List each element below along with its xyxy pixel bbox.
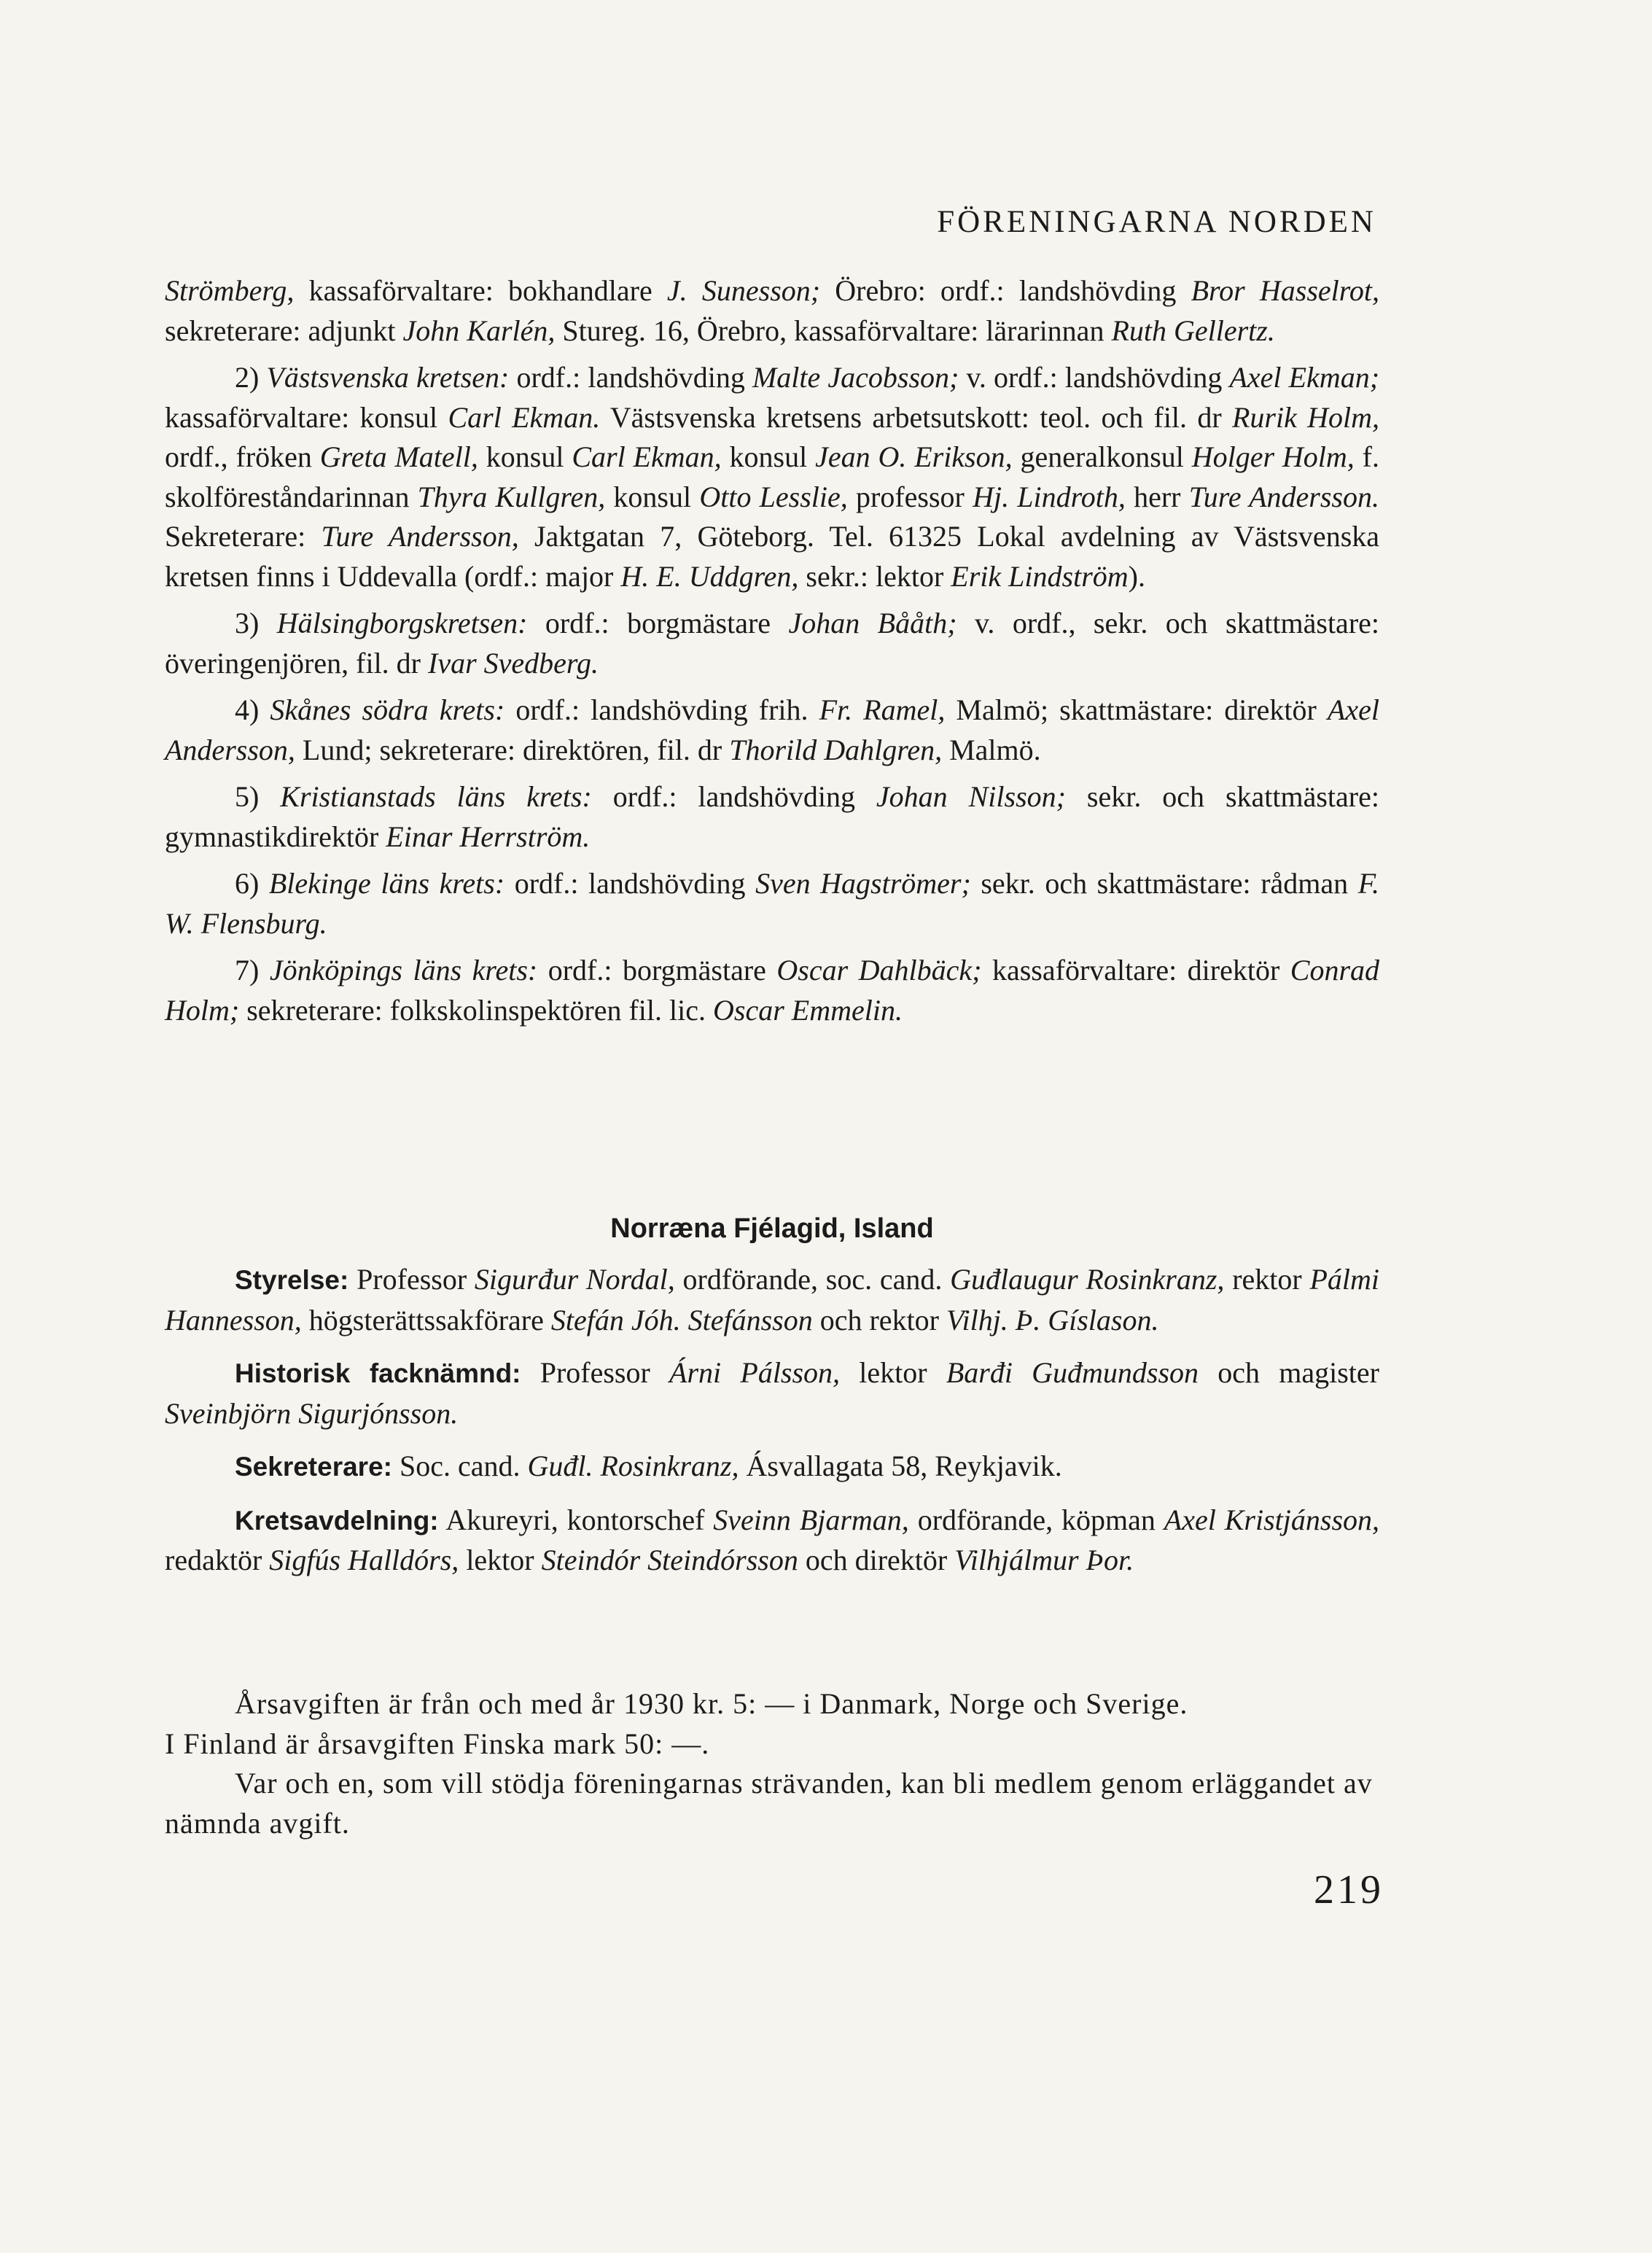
sweden-circles-section xyxy=(165,271,1379,1038)
paragraph-halsingborg: 3) Hälsingborgskretsen: ordf.: borgmästare Johan Bååth; v. ordf., sekr. och skattmästare: överingenjören, fil. dr Ivar Svedberg. xyxy=(165,607,1379,680)
membership-fee-section xyxy=(165,1684,1379,1843)
fee-line-1: Årsavgiften är från och med år 1930 kr. 5: — i Danmark, Norge och Sverige. xyxy=(235,1687,1188,1720)
iceland-section xyxy=(165,1260,1379,1594)
paragraph-jonkoping: 7) Jönköpings läns krets: ordf.: borgmästare Oscar Dahlbäck; kassaförvaltare: direktör Conrad Holm; sekreterare: folkskolinspektören fil. lic. Oscar Emmelin. xyxy=(165,954,1380,1027)
paragraph-kristianstad: 5) Kristianstads läns krets: ordf.: landshövding Johan Nilsson; sekr. och skattmästare: gymnastikdirektör Einar Herrström. xyxy=(165,780,1379,853)
paragraph-kretsavdelning: Kretsavdelning: Akureyri, kontorschef Sveinn Bjarman, ordförande, köpman Axel Kristjánsson, redaktör Sigfús Halldórs, lektor Steindór Steindórsson och direktör Vilhjálmur Þor. xyxy=(165,1503,1380,1576)
fee-line-3: Var och en, som vill stödja föreningarnas strävanden, kan bli medlem genom erläggandet av nämnda avgift. xyxy=(165,1767,1373,1840)
paragraph-historisk: Historisk facknämnd: Professor Árni Pálsson, lektor Barđi Guđmundsson och magister Sveinbjörn Sigurjónsson. xyxy=(165,1356,1379,1430)
paragraph-vastsvenska: 2) Västsvenska kretsen: ordf.: landshövding Malte Jacobsson; v. ordf.: landshövding Axel Ekman; kassaförvaltare: konsul Carl Ekman. Västsvenska kretsens arbetsutskott: teol. och fil. dr Rurik Holm, ordf., fröken Greta Matell, konsul Carl Ekman, konsul Jean O. Erikson, generalkonsul Holger Holm, f. skolföreståndarinnan Thyra Kullgren, konsul Otto Lesslie, professor Hj. Lindroth, herr Ture Andersson. Sekreterare: Ture Andersson, Jaktgatan 7, Göteborg. Tel. 61325 Lokal avdelning av Västsvenska kretsen finns i Uddevalla (ordf.: major H. E. Uddgren, sekr.: lektor Erik Lindström). xyxy=(165,361,1380,593)
paragraph-styrelse: Styrelse: Professor Sigurđur Nordal, ordförande, soc. cand. Guđlaugur Rosinkranz, rektor Pálmi Hannesson, högsterättssakförare Stefán Jóh. Stefánsson och rektor Vilhj. Þ. Gíslason. xyxy=(165,1263,1379,1336)
paragraph-orebro: Strömberg, kassaförvaltare: bokhandlare J. Sunesson; Örebro: ordf.: landshövding Bror Hasselrot, sekreterare: adjunkt John Karlén, Stureg. 16, Örebro, kassaförvaltare: lärarinnan Ruth Gellertz. xyxy=(165,274,1379,347)
iceland-section-title: Norræna Fjélagid, Island xyxy=(610,1213,934,1244)
fee-line-2: I Finland är årsavgiften Finska mark 50: —. xyxy=(165,1727,710,1760)
paragraph-blekinge: 6) Blekinge läns krets: ordf.: landshövding Sven Hagströmer; sekr. och skattmästare: rådman F. W. Flensburg. xyxy=(165,867,1379,940)
page-number: 219 xyxy=(1314,1867,1384,1912)
paragraph-sekreterare: Sekreterare: Soc. cand. Guđl. Rosinkranz, Ásvallagata 58, Reykjavik. xyxy=(235,1450,1062,1482)
running-head: FÖRENINGARNA NORDEN xyxy=(937,205,1376,239)
paragraph-skanes-sodra: 4) Skånes södra krets: ordf.: landshövding frih. Fr. Ramel, Malmö; skattmästare: direktör Axel Andersson, Lund; sekreterare: direktören, fil. dr Thorild Dahlgren, Malmö. xyxy=(165,693,1379,766)
